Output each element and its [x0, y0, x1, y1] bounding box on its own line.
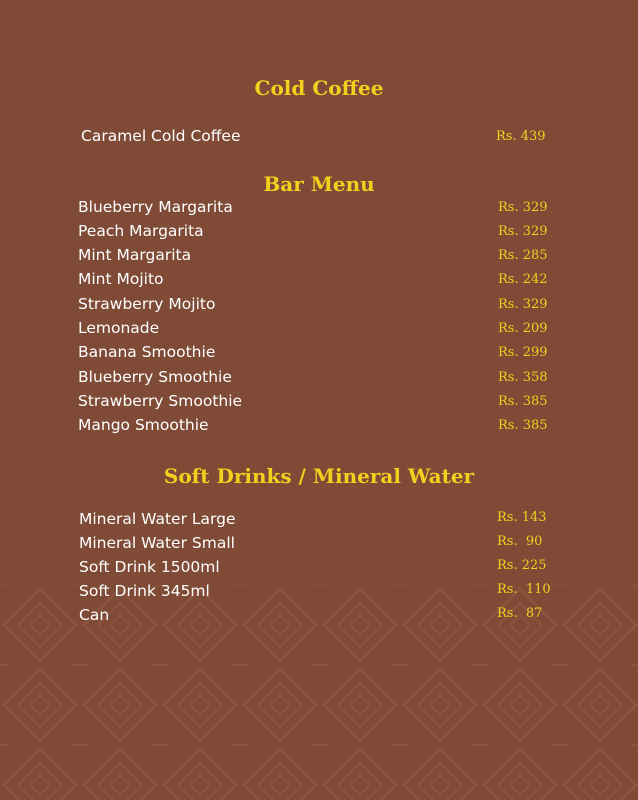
- menu-item-name: Soft Drink 345ml: [79, 582, 210, 600]
- menu-item-price: Rs. 358: [498, 370, 548, 385]
- menu-item-price: Rs. 225: [497, 558, 547, 573]
- menu-item-price: Rs. 299: [498, 345, 548, 360]
- menu-item-name: Lemonade: [78, 319, 160, 337]
- menu-item-name: Soft Drink 1500ml: [79, 558, 220, 576]
- menu-item-price: Rs. 329: [498, 297, 548, 312]
- menu-item-name: Mint Mojito: [78, 270, 164, 288]
- menu-item-name: Strawberry Smoothie: [78, 392, 243, 410]
- section-title-bar-menu: Bar Menu: [263, 172, 375, 196]
- menu-item-name: Can: [79, 606, 110, 624]
- menu-item-name: Strawberry Mojito: [78, 295, 216, 313]
- menu-item-price: Rs. 285: [498, 248, 548, 263]
- menu-item-price: Rs. 439: [496, 129, 546, 144]
- menu-item-price: Rs. 242: [498, 272, 548, 287]
- menu-item-price: Rs. 110: [497, 582, 551, 597]
- menu-item-name: Caramel Cold Coffee: [81, 127, 241, 145]
- menu-item-price: Rs. 209: [498, 321, 548, 336]
- menu-item-price: Rs. 385: [498, 418, 548, 433]
- menu-item-price: Rs. 385: [498, 394, 548, 409]
- section-title-cold-coffee: Cold Coffee: [254, 76, 384, 100]
- menu-item-name: Blueberry Smoothie: [78, 368, 232, 386]
- menu-item-price: Rs. 143: [497, 510, 547, 525]
- menu-item-price: Rs. 90: [497, 534, 543, 549]
- menu-item-price: Rs. 87: [497, 606, 543, 621]
- menu-item-name: Blueberry Margarita: [78, 198, 233, 216]
- menu-item-name: Peach Margarita: [78, 222, 204, 240]
- menu-item-name: Banana Smoothie: [78, 343, 216, 361]
- menu-item-price: Rs. 329: [498, 200, 548, 215]
- section-title-soft-drinks: Soft Drinks / Mineral Water: [163, 464, 475, 488]
- menu-item-name: Mint Margarita: [78, 246, 192, 264]
- menu-item-name: Mango Smoothie: [78, 416, 209, 434]
- menu-item-price: Rs. 329: [498, 224, 548, 239]
- menu-item-name: Mineral Water Small: [79, 534, 235, 552]
- menu-item-name: Mineral Water Large: [79, 510, 236, 528]
